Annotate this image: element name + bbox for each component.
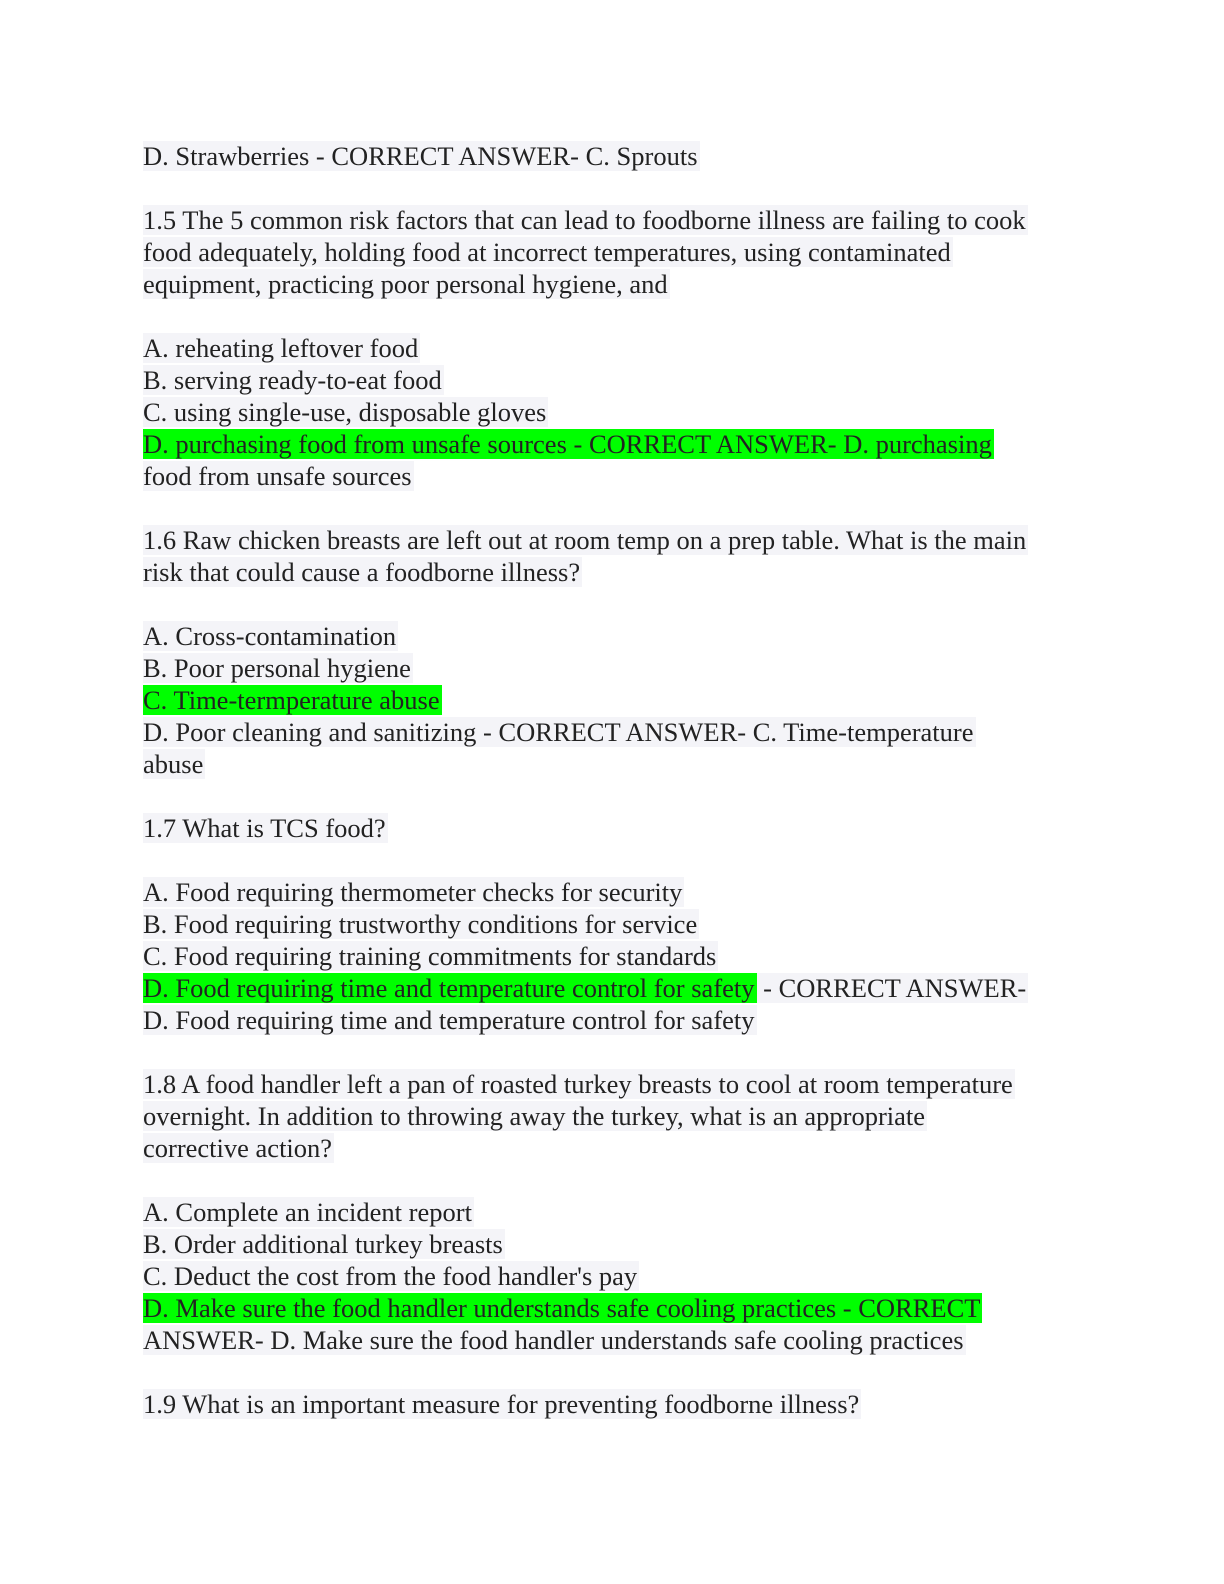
q1-7-answer-line — [143, 972, 1083, 1004]
spacer — [143, 1164, 1083, 1196]
q1-9-question-line — [143, 1388, 1083, 1420]
q1-7-option-d-highlight: D. Food requiring time and temperature control for safety — [143, 973, 755, 1003]
q1-8-question-text: 1.8 A food handler left a pan of roasted turkey breasts to cool at room temperature — [143, 1069, 1013, 1099]
q1-8-option-a-line — [143, 1196, 1083, 1228]
q1-8-correct-answer-highlight: D. Make sure the food handler understands safe cooling practices - CORRECT — [143, 1293, 981, 1323]
q1-6-option-b: B. Poor personal hygiene — [143, 653, 411, 683]
q1-6-question-line — [143, 556, 1083, 588]
q1-5-question-text: equipment, practicing poor personal hygiene, and — [143, 269, 668, 299]
spacer — [143, 1356, 1083, 1388]
q1-7-question-line — [143, 812, 1083, 844]
q1-5-question-text: food adequately, holding food at incorrect temperatures, using contaminated — [143, 237, 951, 267]
q1-7-option-b-line — [143, 908, 1083, 940]
q1-7-option-a-line — [143, 876, 1083, 908]
q1-5-option-b-line — [143, 364, 1083, 396]
q1-7-correct-answer-text: D. Food requiring time and temperature control for safety — [143, 1005, 755, 1035]
q1-6-question-text: risk that could cause a foodborne illness? — [143, 557, 581, 587]
q1-9-question-text: 1.9 What is an important measure for preventing foodborne illness? — [143, 1389, 860, 1419]
q1-5-option-a: A. reheating leftover food — [143, 333, 419, 363]
q1-8-option-b: B. Order additional turkey breasts — [143, 1229, 503, 1259]
q1-5-answer-line — [143, 460, 1083, 492]
spacer — [143, 492, 1083, 524]
q1-7-question-text: 1.7 What is TCS food? — [143, 813, 386, 843]
q1-8-answer-line — [143, 1324, 1083, 1356]
q1-8-question-line — [143, 1132, 1083, 1164]
q1-7-correct-answer-label: - CORRECT ANSWER- — [756, 973, 1027, 1003]
q1-8-option-c-line — [143, 1260, 1083, 1292]
q1-4-option-d: D. Strawberries - CORRECT ANSWER- C. Sprouts — [143, 141, 698, 171]
q1-6-answer-continued: abuse — [143, 749, 204, 779]
spacer — [143, 588, 1083, 620]
q1-8-question-text: overnight. In addition to throwing away the turkey, what is an appropriate — [143, 1101, 926, 1131]
q1-7-option-a: A. Food requiring thermometer checks for security — [143, 877, 683, 907]
spacer — [143, 780, 1083, 812]
q1-5-option-c-line — [143, 396, 1083, 428]
q1-5-option-a-line — [143, 332, 1083, 364]
q1-7-option-c: C. Food requiring training commitments for standards — [143, 941, 717, 971]
spacer — [143, 172, 1083, 204]
q1-5-question-line — [143, 236, 1083, 268]
q1-8-option-a: A. Complete an incident report — [143, 1197, 472, 1227]
q1-4-option-d-line — [143, 140, 1083, 172]
q1-5-answer-line — [143, 428, 1083, 460]
q1-5-option-c: C. using single-use, disposable gloves — [143, 397, 547, 427]
spacer — [143, 844, 1083, 876]
document-body — [143, 140, 1083, 1420]
q1-6-answer-line — [143, 716, 1083, 748]
q1-6-answer-line — [143, 748, 1083, 780]
q1-6-option-c-highlight: C. Time-termperature abuse — [143, 685, 440, 715]
spacer — [143, 300, 1083, 332]
q1-6-option-d-answer: D. Poor cleaning and sanitizing - CORRECT ANSWER- C. Time-temperature — [143, 717, 974, 747]
q1-6-option-c-line — [143, 684, 1083, 716]
q1-5-option-b: B. serving ready-to-eat food — [143, 365, 442, 395]
q1-6-question-line — [143, 524, 1083, 556]
q1-8-answer-line — [143, 1292, 1083, 1324]
spacer — [143, 1036, 1083, 1068]
q1-8-option-b-line — [143, 1228, 1083, 1260]
q1-8-question-text: corrective action? — [143, 1133, 333, 1163]
q1-8-question-line — [143, 1068, 1083, 1100]
q1-5-correct-answer-text: food from unsafe sources — [143, 461, 412, 491]
q1-5-question-line — [143, 204, 1083, 236]
q1-6-option-b-line — [143, 652, 1083, 684]
q1-5-question-line — [143, 268, 1083, 300]
q1-5-correct-answer-highlight: D. purchasing food from unsafe sources - CORRECT ANSWER- D. purchasing — [143, 429, 992, 459]
q1-6-option-a-line — [143, 620, 1083, 652]
q1-7-answer-line — [143, 1004, 1083, 1036]
q1-8-option-c: C. Deduct the cost from the food handler's pay — [143, 1261, 638, 1291]
q1-7-option-b: B. Food requiring trustworthy conditions for service — [143, 909, 698, 939]
q1-8-correct-answer-text: ANSWER- D. Make sure the food handler understands safe cooling practices — [143, 1325, 964, 1355]
q1-6-question-text: 1.6 Raw chicken breasts are left out at room temp on a prep table. What is the main — [143, 525, 1027, 555]
q1-7-option-c-line — [143, 940, 1083, 972]
q1-8-question-line — [143, 1100, 1083, 1132]
q1-5-question-text: 1.5 The 5 common risk factors that can lead to foodborne illness are failing to cook — [143, 205, 1026, 235]
q1-6-option-a: A. Cross-contamination — [143, 621, 397, 651]
